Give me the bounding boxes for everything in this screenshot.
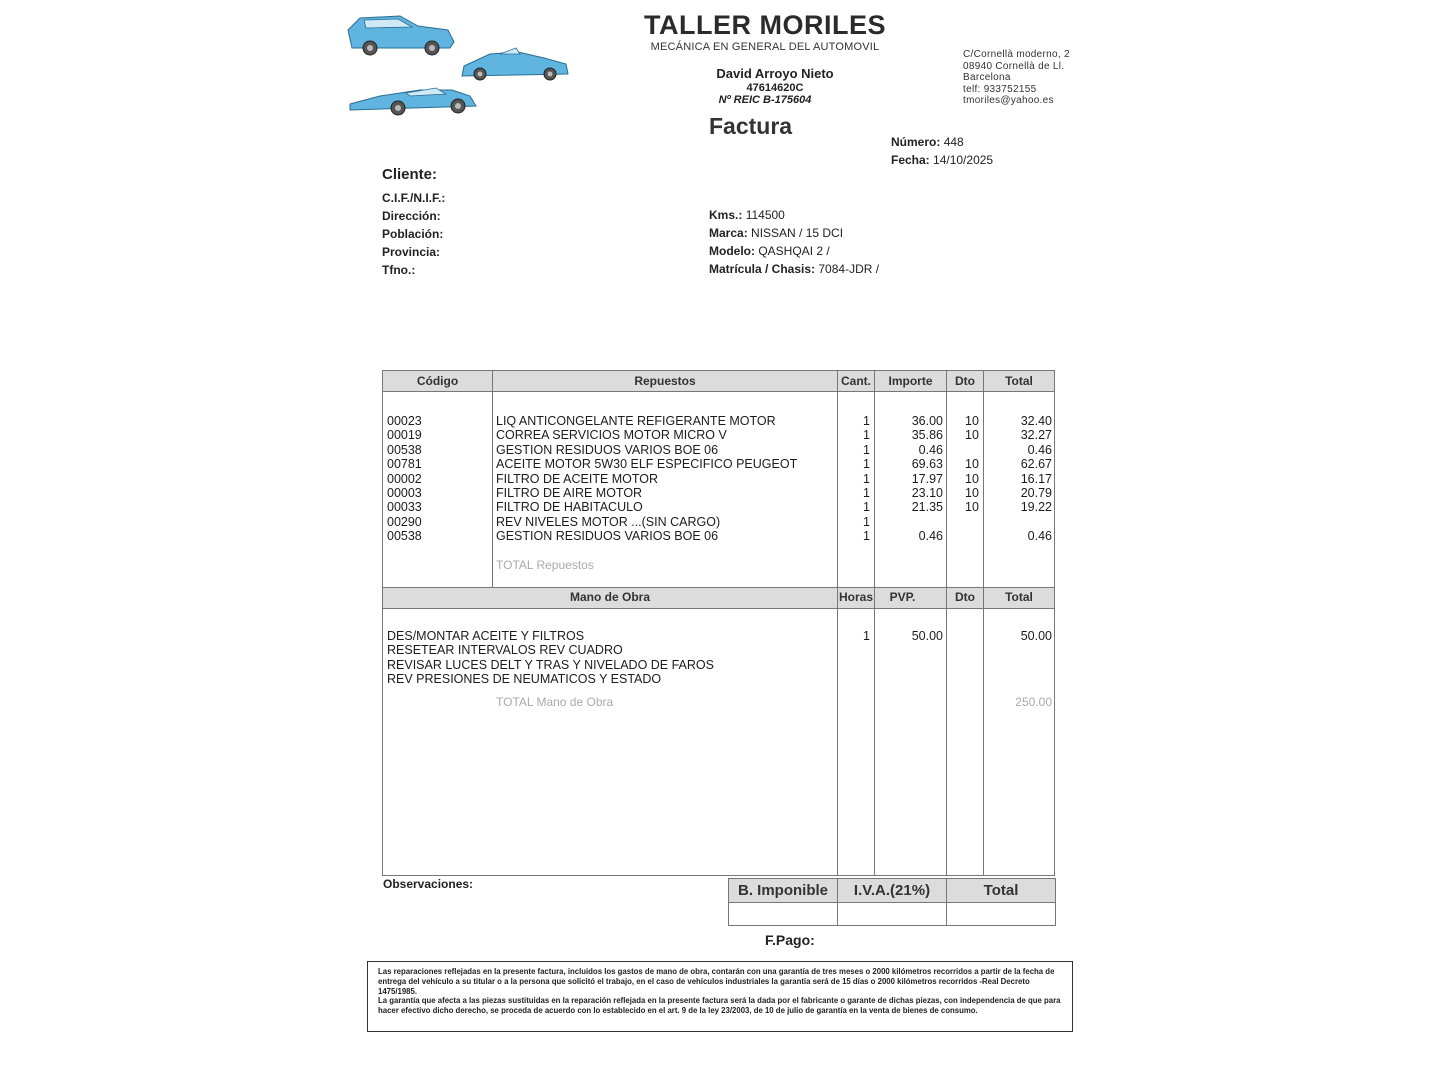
part-code: 00290 (387, 514, 422, 529)
invoice-date-value: 14/10/2025 (933, 153, 994, 167)
warranty-text-repairs: Las reparaciones reflejadas en la presente factura, incluidos los gastos de mano de obra, contarán con una garantía de tres meses o 2000 kilómetros recorridos a partir de la fecha de entrega del vehículo a su titular o a la persona que solicitó el trabajo, en el caso de vehículos industriales la garantía será de 15 días o 2000 kilómetros recorridos -Real Decreto 1475/1985. (378, 967, 1055, 996)
part-price: 0.46 (918, 529, 943, 544)
parts-total-label: TOTAL Repuestos (496, 558, 594, 572)
address-line: C/Cornellà moderno, 2 (963, 49, 1070, 60)
part-price: 36.00 (911, 414, 943, 428)
blue-cars-illustration-icon (340, 8, 580, 120)
part-total: 0.46 (1027, 442, 1052, 457)
labor-price: 50.00 (911, 629, 943, 643)
part-total: 32.40 (1020, 414, 1052, 428)
vehicle-kms-label: Kms.: (709, 208, 743, 222)
owner-name: David Arroyo Nieto (716, 66, 834, 81)
invoice-number-value: 448 (943, 135, 964, 149)
owner-reic: Nº REIC B-175604 (718, 94, 812, 106)
part-price: 69.63 (911, 457, 943, 472)
observaciones-label: Observaciones: (383, 877, 474, 891)
column-divider (946, 371, 947, 875)
part-discount: 10 (965, 457, 979, 472)
vehicle-model-label: Modelo: (709, 244, 755, 258)
part-qty: 1 (863, 471, 870, 486)
part-code: 00781 (387, 457, 422, 472)
address-line: 08940 Cornellà de Ll. (963, 60, 1065, 72)
vehicle-plate (709, 262, 879, 276)
part-qty: 1 (863, 514, 870, 529)
invoice-date-label: Fecha: (891, 153, 930, 167)
address-line: Barcelona (963, 72, 1011, 84)
owner-id: 47614620C (746, 82, 804, 94)
client-phone-label: Tfno.: (382, 263, 416, 277)
client-province-label: Provincia: (382, 245, 441, 259)
part-qty: 1 (863, 529, 870, 544)
column-divider (492, 371, 493, 587)
payment-method-label: F.Pago: (765, 932, 815, 948)
header-cant: Cant. (841, 374, 871, 388)
part-qty: 1 (863, 428, 870, 443)
convertible-car-icon (462, 48, 568, 80)
vehicle-model-value: QASHQAI 2 / (758, 244, 830, 258)
document-title: Factura (709, 113, 793, 139)
invoice-date (891, 153, 993, 167)
header-codigo: Código (416, 374, 459, 388)
part-qty: 1 (863, 457, 870, 472)
totals-box (728, 878, 1056, 926)
vehicle-kms (709, 208, 785, 222)
part-price: 21.35 (911, 500, 943, 515)
client-title: Cliente: (382, 166, 438, 183)
vehicle-brand-label: Marca: (709, 226, 748, 240)
iva-label: I.V.A.(21%) (853, 882, 931, 899)
part-desc: CORREA SERVICIOS MOTOR MICRO V (496, 428, 727, 443)
base-imponible-label: B. Imponible (738, 882, 828, 899)
part-discount: 10 (965, 414, 979, 428)
client-cif-label: C.I.F./N.I.F.: (382, 191, 446, 205)
labor-total-label: TOTAL Mano de Obra (496, 695, 614, 709)
part-total: 0.46 (1027, 529, 1052, 544)
part-code: 00019 (387, 428, 422, 443)
part-discount: 10 (965, 428, 979, 443)
labor-desc: REV PRESIONES DE NEUMATICOS Y ESTADO (387, 672, 662, 687)
labor-total-value: 250.00 (1015, 695, 1052, 709)
part-total: 62.67 (1020, 457, 1052, 472)
header-mano-obra: Mano de Obra (569, 590, 650, 604)
part-code: 00023 (387, 414, 422, 428)
labor-desc: DES/MONTAR ACEITE Y FILTROS (387, 629, 585, 643)
company-address (963, 49, 1070, 107)
part-qty: 1 (863, 500, 870, 515)
part-desc: GESTION RESIDUOS VARIOS BOE 06 (496, 442, 719, 457)
suv-car-icon (348, 16, 454, 55)
address-phone: telf: 933752155 (963, 83, 1037, 95)
part-desc: REV NIVELES MOTOR ...(SIN CARGO) (496, 514, 721, 529)
part-code: 00538 (387, 442, 422, 457)
part-code: 00538 (387, 529, 422, 544)
part-code: 00033 (387, 500, 422, 515)
header-horas: Horas (838, 590, 873, 604)
part-qty: 1 (863, 414, 870, 428)
header-pvp: PVP. (889, 590, 916, 604)
part-price: 17.97 (911, 471, 943, 486)
part-discount: 10 (965, 500, 979, 515)
part-qty: 1 (863, 442, 870, 457)
warranty-text-parts: La garantía que afecta a las piezas sustituidas en la reparación reflejada en la presente factura será la dada por el fabricante o garante de dichas piezas, con independencia de que para hacer efectivo dicho derecho, se proceda de acuerdo con lo establecido en el art. 9 de la ley 23/2003, de 10 de julio de garantía en la venta de bienes de consumo. (378, 996, 1061, 1016)
vehicle-plate-value: 7084-JDR / (818, 262, 880, 276)
labor-desc: REVISAR LUCES DELT Y TRAS Y NIVELADO DE FAROS (387, 657, 714, 672)
client-address-label: Dirección: (382, 209, 441, 223)
company-subtitle: MECÁNICA EN GENERAL DEL AUTOMOVIL (650, 41, 880, 53)
part-price: 35.86 (911, 428, 943, 443)
vehicle-model (709, 244, 830, 258)
header-total-labor: Total (1005, 590, 1033, 604)
part-desc: LIQ ANTICONGELANTE REFIGERANTE MOTOR (496, 414, 776, 428)
part-discount: 10 (965, 471, 979, 486)
company-name: TALLER MORILES (644, 10, 886, 40)
header-dto-labor: Dto (955, 590, 975, 604)
part-desc: FILTRO DE HABITACULO (496, 500, 643, 515)
part-total: 20.79 (1020, 486, 1052, 500)
part-desc: ACEITE MOTOR 5W30 ELF ESPECIFICO PEUGEOT (496, 457, 798, 472)
invoice-number-label: Número: (891, 135, 941, 149)
header-dto: Dto (955, 374, 975, 388)
part-total: 32.27 (1020, 428, 1052, 443)
part-discount: 10 (965, 486, 979, 500)
warranty-notice (367, 961, 1073, 1032)
invoice-number (891, 135, 964, 149)
part-code: 00002 (387, 471, 422, 486)
part-total: 16.17 (1020, 471, 1052, 486)
sports-car-icon (350, 88, 476, 115)
part-price: 0.46 (918, 442, 943, 457)
grand-total-label: Total (983, 882, 1019, 899)
vehicle-plate-label: Matrícula / Chasis: (709, 262, 816, 276)
header-repuestos: Repuestos (634, 374, 696, 388)
invoice-table (382, 370, 1055, 876)
labor-hours: 1 (863, 629, 870, 643)
vehicle-brand-value: NISSAN / 15 DCI (751, 226, 844, 240)
labor-total: 50.00 (1020, 629, 1052, 643)
vehicle-kms-value: 114500 (745, 208, 785, 222)
part-total: 19.22 (1020, 500, 1052, 515)
vehicle-brand (709, 226, 843, 240)
labor-desc: RESETEAR INTERVALOS REV CUADRO (387, 643, 623, 658)
part-desc: GESTION RESIDUOS VARIOS BOE 06 (496, 529, 719, 544)
header-importe: Importe (888, 374, 933, 388)
part-price: 23.10 (911, 486, 943, 500)
part-desc: FILTRO DE ACEITE MOTOR (496, 471, 659, 486)
part-qty: 1 (863, 486, 870, 500)
part-desc: FILTRO DE AIRE MOTOR (496, 486, 643, 500)
address-email: tmoriles@yahoo.es (963, 95, 1054, 107)
client-town-label: Población: (382, 227, 444, 241)
header-total: Total (1005, 374, 1033, 388)
part-code: 00003 (387, 486, 422, 500)
